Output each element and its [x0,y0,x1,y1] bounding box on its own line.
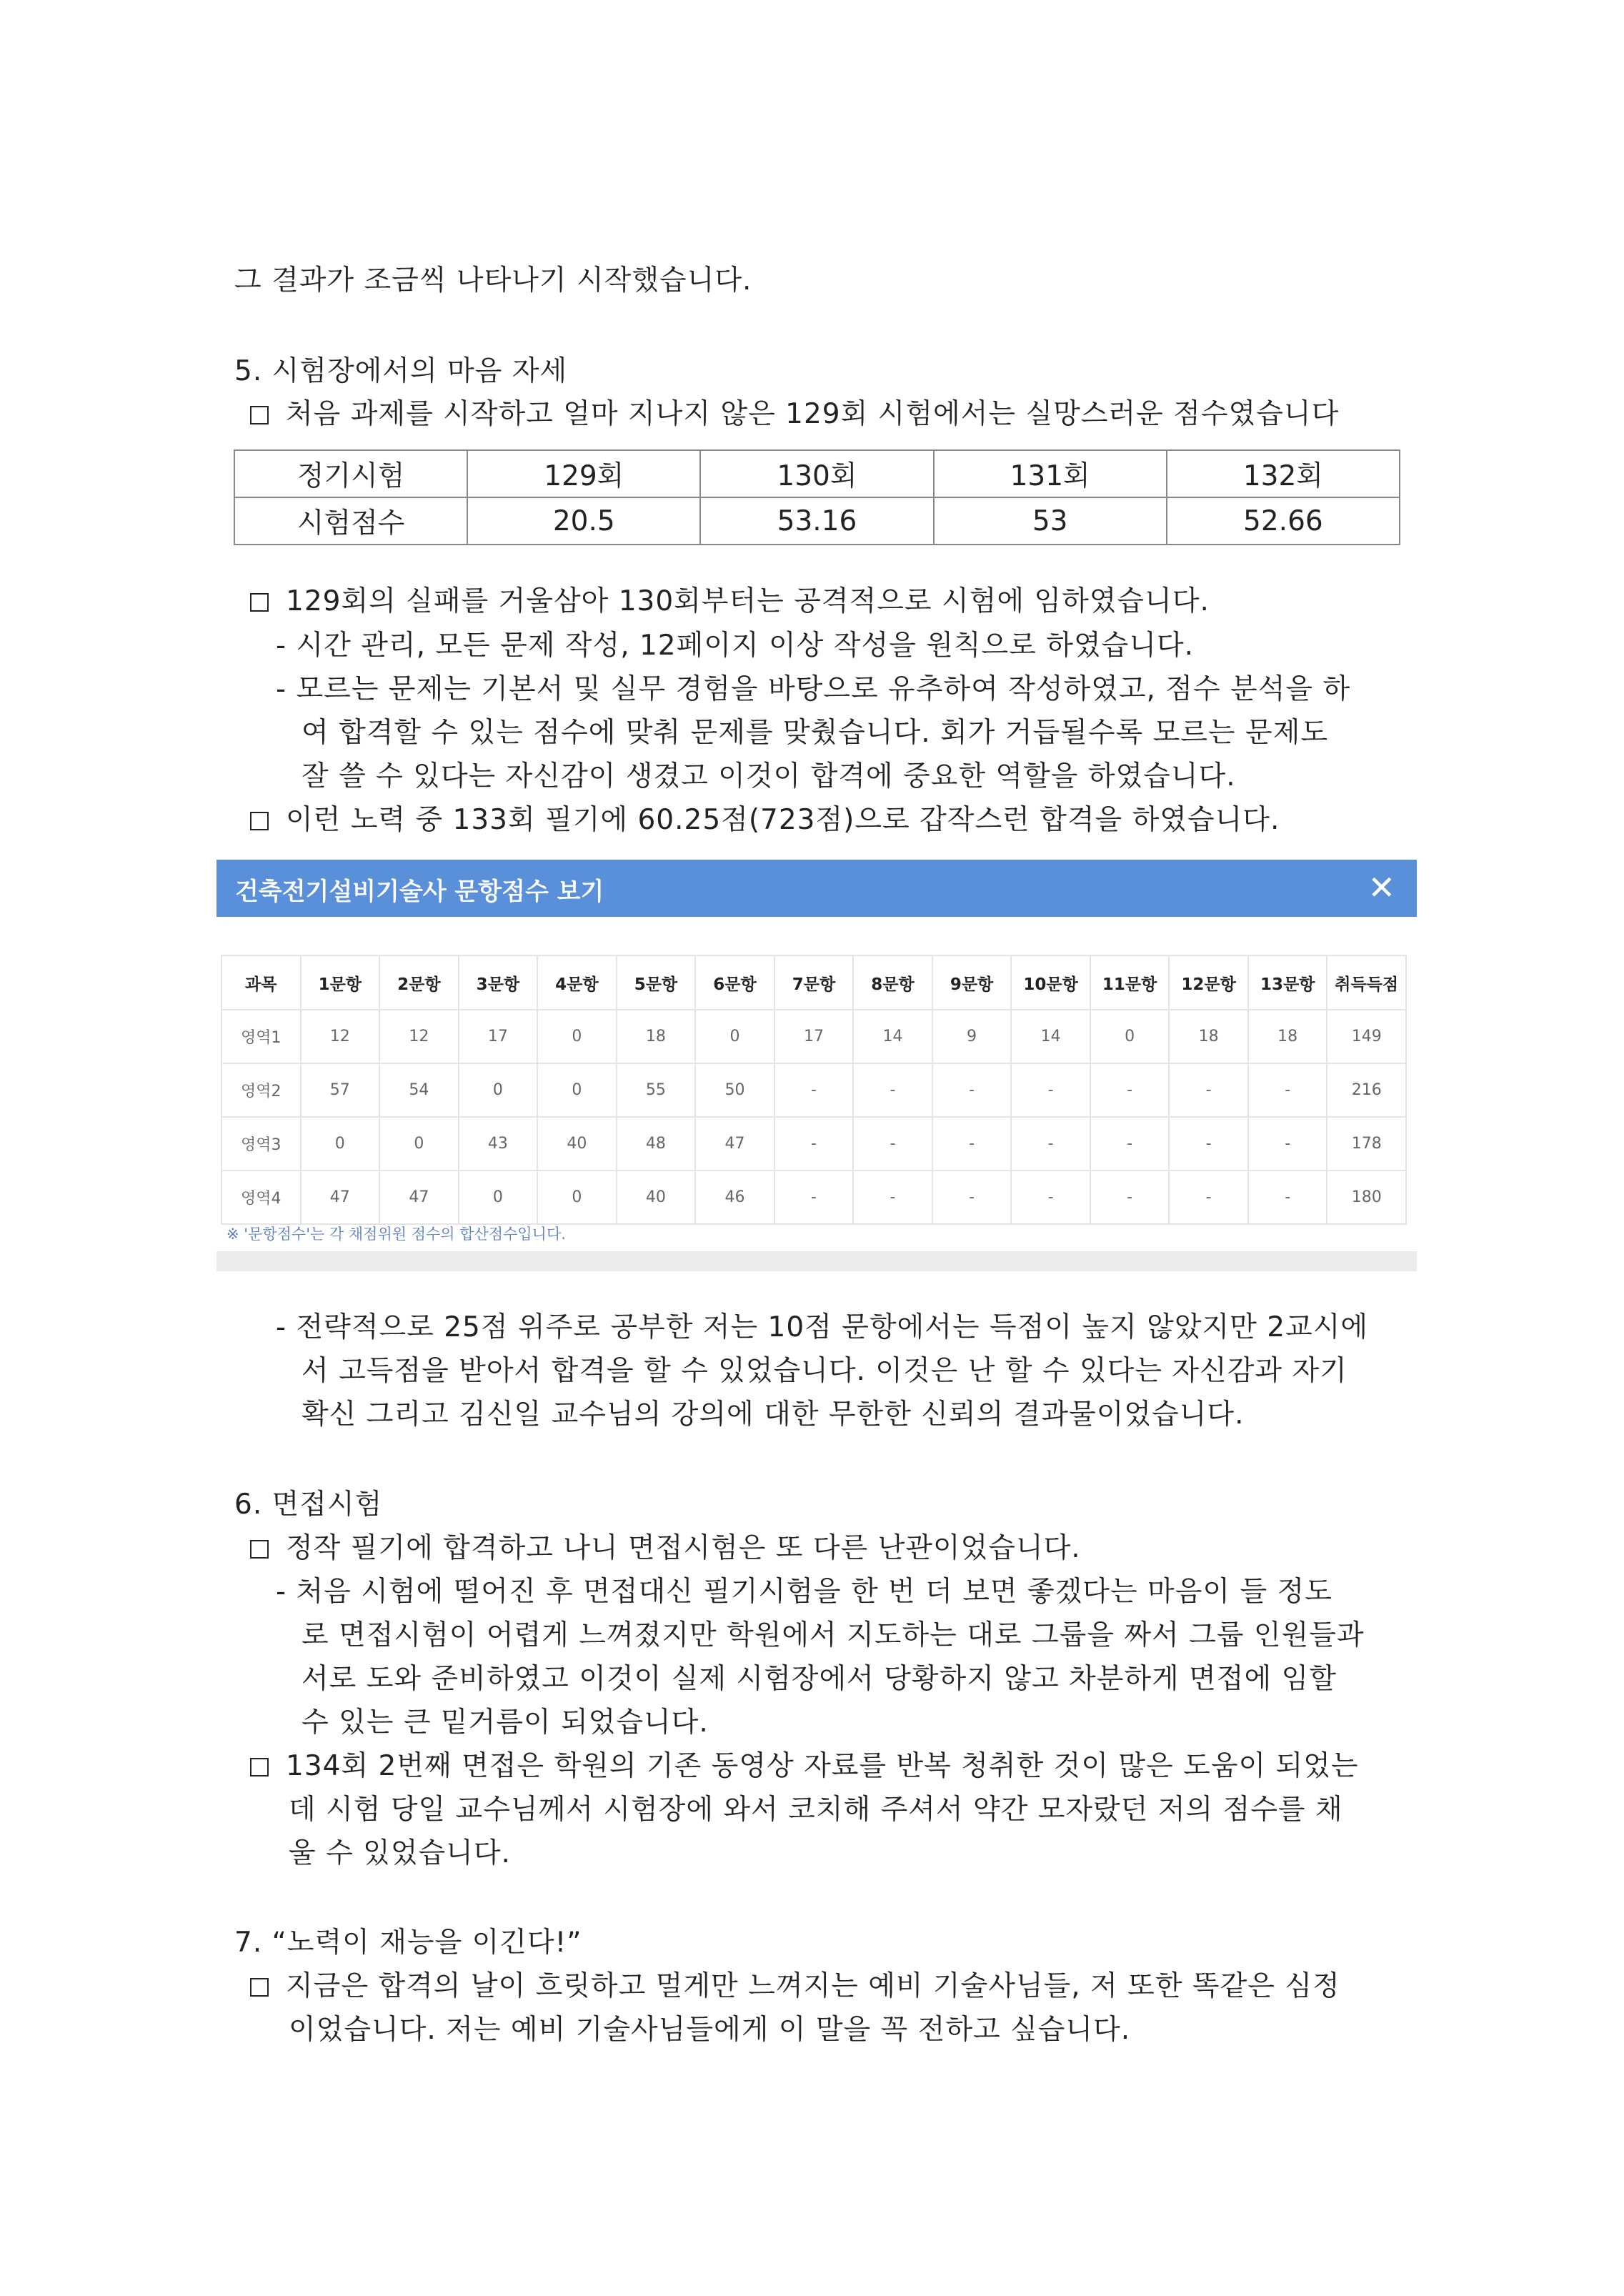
table-cell: 0 [537,1010,617,1063]
table-cell: - [1248,1063,1327,1117]
column-header: 7문항 [774,955,854,1010]
table-cell: 131회 [934,450,1167,497]
column-header: 10문항 [1011,955,1090,1010]
section-5-detail-2c: 잘 쓸 수 있다는 자신감이 생겼고 이것이 합격에 중요한 역할을 하였습니다. [302,760,1236,792]
table-cell: - [1248,1171,1327,1224]
section-6-detail-1a: - 처음 시험에 떨어진 후 면접대신 필기시험을 한 번 더 보면 좋겠다는 마음이 들 정도 [276,1576,1332,1608]
table-cell: 정기시험 [234,450,467,497]
table-cell: 180 [1327,1171,1406,1224]
table-cell: - [1169,1117,1248,1171]
section-7-heading: 7. “노력이 재능을 이긴다!” [234,1927,582,1959]
column-header: 9문항 [932,955,1012,1010]
section-5-detail-3b: 서 고득점을 받아서 합격을 할 수 있었습니다. 이것은 난 할 수 있다는 자신감과 자기 [302,1355,1347,1387]
section-5-heading: 5. 시험장에서의 마음 자세 [234,355,568,387]
table-row [221,1063,1406,1117]
table-cell: 216 [1327,1063,1406,1117]
table-cell: 43 [459,1117,538,1171]
score-table-value-row [234,497,1400,545]
table-cell: 20.5 [467,497,700,545]
table-cell: 149 [1327,1010,1406,1063]
table-cell: 130회 [700,450,933,497]
table-cell: 0 [1090,1010,1170,1063]
table-cell: - [774,1063,854,1117]
table-cell: - [1248,1117,1327,1171]
table-cell: 52.66 [1167,497,1400,545]
section-5-bullet-2: 129회의 실패를 거울삼아 130회부터는 공격적으로 시험에 임하였습니다. [250,585,1210,619]
table-cell: 48 [617,1117,696,1171]
table-cell: - [1169,1063,1248,1117]
table-cell: 0 [301,1117,380,1171]
column-header: 12문항 [1169,955,1248,1010]
table-cell: - [932,1063,1012,1117]
table-cell: 0 [459,1063,538,1117]
table-cell: - [1011,1063,1090,1117]
section-5-detail-3a: - 전략적으로 25점 위주로 공부한 저는 10점 문항에서는 득점이 높지 않았지만 2교시에 [276,1311,1369,1343]
table-cell: - [1090,1171,1170,1224]
table-cell: - [1169,1171,1248,1224]
square-bullet-icon [250,1540,269,1559]
table-cell: 50 [695,1063,774,1117]
section-6-detail-1b: 로 면접시험이 어렵게 느껴졌지만 학원에서 지도하는 대로 그룹을 짜서 그룹 인원들과 [302,1619,1365,1651]
column-header: 5문항 [617,955,696,1010]
table-cell: 53.16 [700,497,933,545]
section-5-detail-2b: 여 합격할 수 있는 점수에 맞춰 문제를 맞췄습니다. 회가 거듭될수록 모르는 문제도 [302,717,1329,749]
table-cell: 18 [1169,1010,1248,1063]
section-6-heading: 6. 면접시험 [234,1489,383,1521]
panel-title: 건축전기설비기술사 문항점수 보기 [235,878,604,906]
section-6-bullet-1: 정작 필기에 합격하고 나니 면접시험은 또 다른 난관이었습니다. [250,1531,1081,1566]
table-cell: 46 [695,1171,774,1224]
item-score-panel [216,860,1417,1271]
table-cell: 57 [301,1063,380,1117]
section-5-detail-2a: - 모르는 문제는 기본서 및 실무 경험을 바탕으로 유추하여 작성하였고, 점수 분석을 하 [276,673,1351,705]
table-cell: 영역1 [221,1010,301,1063]
section-6-bullet-2: 134회 2번째 면접은 학원의 기존 동영상 자료를 반복 청취한 것이 많은 도움이 되었는 [250,1749,1359,1784]
square-bullet-icon [250,812,269,830]
section-6-bullet-2-cont-2: 울 수 있었습니다. [289,1837,511,1869]
column-header: 과목 [221,955,301,1010]
table-cell: - [853,1063,932,1117]
table-cell: 18 [1248,1010,1327,1063]
panel-footer-bar [216,1251,1417,1271]
table-cell: 47 [301,1171,380,1224]
item-table-header-row [221,955,1406,1010]
table-cell: - [932,1171,1012,1224]
table-cell: 12 [379,1010,459,1063]
table-row [221,1117,1406,1171]
section-6-bullet-2-cont-1: 데 시험 당일 교수님께서 시험장에 와서 코치해 주셔서 약간 모자랐던 저의 점수를 채 [289,1794,1343,1826]
table-cell: 영역3 [221,1117,301,1171]
column-header: 1문항 [301,955,380,1010]
table-cell: 0 [537,1063,617,1117]
close-icon[interactable]: ✕ [1368,868,1395,907]
table-cell: 47 [379,1171,459,1224]
section-5-detail-3c: 확신 그리고 김신일 교수님의 강의에 대한 무한한 신뢰의 결과물이었습니다. [302,1398,1245,1431]
table-cell: 0 [695,1010,774,1063]
table-cell: - [932,1117,1012,1171]
square-bullet-icon [250,1758,269,1776]
table-cell: - [1090,1117,1170,1171]
table-row [221,1171,1406,1224]
table-cell: 53 [934,497,1167,545]
table-cell: 시험점수 [234,497,467,545]
column-header: 3문항 [459,955,538,1010]
square-bullet-icon [250,406,269,424]
table-cell: 132회 [1167,450,1400,497]
section-7-bullet-1: 지금은 합격의 날이 흐릿하고 멀게만 느껴지는 예비 기술사님들, 저 또한 똑같은 심정 [250,1969,1340,2004]
table-cell: 영역2 [221,1063,301,1117]
column-header: 4문항 [537,955,617,1010]
section-5-bullet-3: 이런 노력 중 133회 필기에 60.25점(723점)으로 갑작스런 합격을 하였습니다. [250,803,1280,838]
table-cell: - [1011,1171,1090,1224]
column-header: 8문항 [853,955,932,1010]
panel-footnote: ※ '문항점수'는 각 채점위원 점수의 합산점수입니다. [226,1226,566,1243]
square-bullet-icon [250,1978,269,1997]
column-header: 2문항 [379,955,459,1010]
column-header: 6문항 [695,955,774,1010]
table-cell: 18 [617,1010,696,1063]
square-bullet-icon [250,593,269,612]
score-table-header-row [234,450,1400,497]
table-cell: 0 [537,1171,617,1224]
table-cell: - [853,1171,932,1224]
section-6-detail-1c: 서로 도와 준비하였고 이것이 실제 시험장에서 당황하지 않고 차분하게 면접에 임할 [302,1663,1337,1695]
table-cell: - [1011,1117,1090,1171]
table-row [221,1010,1406,1063]
exam-score-table [234,449,1400,545]
table-cell: 55 [617,1063,696,1117]
table-cell: 178 [1327,1117,1406,1171]
table-cell: 0 [379,1117,459,1171]
table-cell: 14 [853,1010,932,1063]
table-cell: - [774,1171,854,1224]
column-header: 취득득점 [1327,955,1406,1010]
section-5-detail-1: - 시간 관리, 모든 문제 작성, 12페이지 이상 작성을 원칙으로 하였습니다. [276,630,1195,662]
column-header: 11문항 [1090,955,1170,1010]
table-cell: 12 [301,1010,380,1063]
table-cell: 54 [379,1063,459,1117]
intro-line: 그 결과가 조금씩 나타나기 시작했습니다. [234,264,752,297]
section-5-bullet-1: 처음 과제를 시작하고 얼마 지나지 않은 129회 시험에서는 실망스러운 점수였습니다 [250,397,1339,432]
section-7-bullet-1-cont: 이었습니다. 저는 예비 기술사님들에게 이 말을 꼭 전하고 싶습니다. [289,2014,1131,2046]
table-cell: 40 [617,1171,696,1224]
table-cell: 0 [459,1171,538,1224]
table-cell: 9 [932,1010,1012,1063]
table-cell: 40 [537,1117,617,1171]
table-cell: 14 [1011,1010,1090,1063]
column-header: 13문항 [1248,955,1327,1010]
table-cell: - [853,1117,932,1171]
table-cell: 47 [695,1117,774,1171]
table-cell: 영역4 [221,1171,301,1224]
table-cell: 17 [459,1010,538,1063]
table-cell: - [774,1117,854,1171]
item-score-table [221,955,1407,1225]
section-6-detail-1d: 수 있는 큰 밑거름이 되었습니다. [302,1706,709,1739]
table-cell: - [1090,1063,1170,1117]
table-cell: 129회 [467,450,700,497]
panel-header [216,860,1417,917]
table-cell: 17 [774,1010,854,1063]
